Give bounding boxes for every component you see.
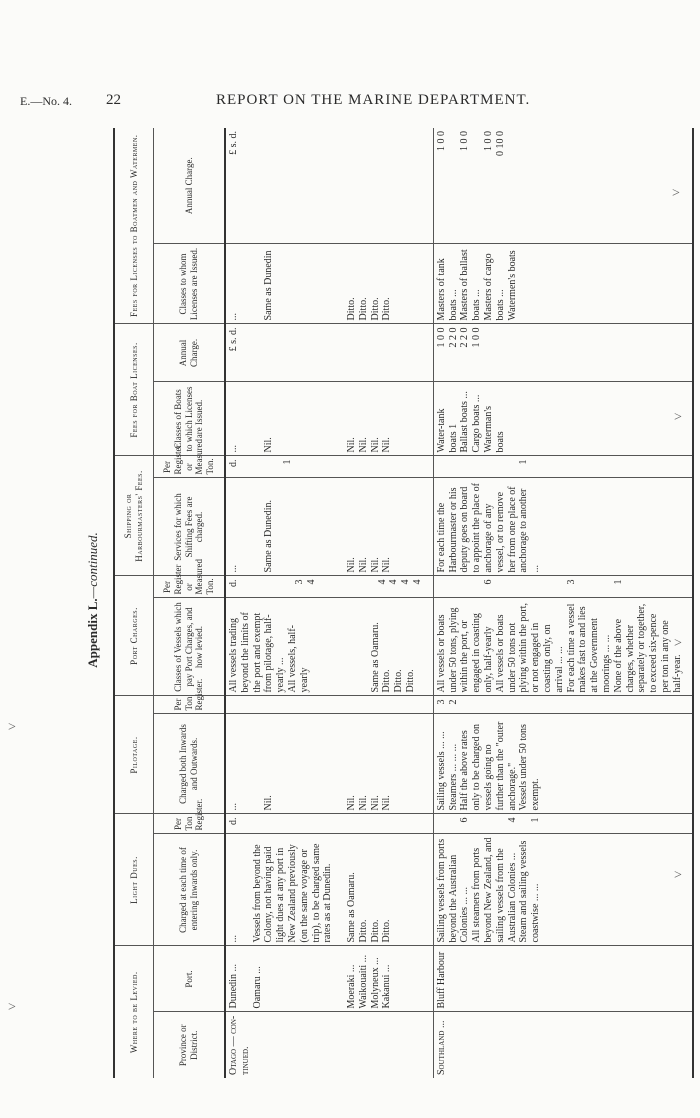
southland-boat-charges: 1 0 0 2 2 0 2 2 0 1 0 0	[435, 327, 483, 348]
province-southland: Southland ...	[435, 1020, 447, 1075]
col-license-classes: Classes to whom Licenses are Issued.	[154, 244, 226, 324]
table-row-otago	[225, 128, 433, 1078]
southland-shifting-rate: 1	[518, 459, 530, 465]
col-shifting-services: Services for which Shifting Fees are charged.	[154, 478, 226, 576]
unit-lsd-boat: £ s. d.	[228, 327, 239, 352]
group-shipping-fees: Shipping or Harbourmasters' Fees.	[114, 456, 154, 576]
col-pilot-per-ton: Per Ton Register.	[154, 696, 226, 714]
col-license-charge: Annual Charge.	[154, 128, 226, 244]
col-light-charged: Charged at each time of entering Inwards only.	[154, 834, 226, 946]
southland-light-rates: 6 4 1	[459, 817, 542, 823]
province-otago: Otago — con-tinued.	[228, 1015, 251, 1075]
table-row-southland	[433, 128, 693, 1078]
col-shifting-rate: Per Register or Measured Ton.	[154, 456, 226, 478]
otago-port-classes: All vessels trading beyond the limits of the port and exempt from pilotage, half-yearly ... All vessels, half-yearly Same as Oamaru. Ditto. Ditto. Ditto.	[228, 612, 416, 693]
col-port-rate: Per Register or Measured Ton.	[154, 576, 226, 598]
margin-mark: ˃	[674, 636, 682, 651]
report-reference: E.—No. 4.	[20, 94, 72, 108]
col-boat-classes: Classes of Boats to which Licenses are Issued.	[154, 382, 226, 456]
group-where: Where to be Levied.	[114, 946, 154, 1078]
rotated-table-wrapper	[113, 128, 683, 1078]
unit-d-shifting: d.	[228, 459, 239, 467]
otago-port-rates: 3 4 4 4 4 4	[293, 579, 423, 585]
page-title: REPORT ON THE MARINE DEPARTMENT.	[216, 92, 531, 108]
otago-pilotage: ... Nil. Nil. Nil. Nil. Nil.	[228, 795, 393, 811]
southland-port-rates: 6 3 1	[482, 579, 624, 585]
otago-shifting-services: ... Same as Dunedin. Nil. Nil. Nil. Nil.	[228, 499, 393, 573]
unit-lsd-license: £ s. d.	[228, 130, 239, 155]
margin-mark: ˃	[8, 720, 16, 735]
southland-pilotage-rates: 3 2	[435, 699, 459, 705]
otago-light-dues: ... Vessels from beyond the Colony, not having paid light dues at any port in New Zealand previously (on the same voyage or trip), to be charged same rates as at Dunedin. Same as Oamaru. Ditto. Ditto. Ditto.	[228, 843, 393, 943]
unit-d-port: d.	[228, 579, 239, 587]
appendix-title: Appendix L.	[85, 598, 100, 668]
southland-license-classes: Masters of tank boats ... Masters of ballast boats ... Masters of cargo boats ... Watermen's boats	[435, 249, 518, 321]
appendix-continued: —continued.	[85, 532, 100, 599]
southland-boat-classes: Water-tank boats 1 Ballast boats ... Cargo boats ... Waterman's boats	[435, 391, 506, 453]
margin-mark: ˃	[674, 410, 682, 425]
col-province: Province or District.	[154, 1012, 226, 1078]
southland-license-charges: 1 0 0 1 0 0 1 0 0 0 10 0	[435, 130, 506, 156]
col-light-per-ton: Per Ton Register.	[154, 814, 226, 834]
southland-light-dues: Sailing vessels from ports beyond the Australian Colonies ... ... All steamers from ports beyond New Zealand, and sailing vessels from the Australian Colonies ... Steam and sailing vessels coastwise ... ...	[435, 837, 542, 943]
southland-shifting-services: For each time the Harbourmaster or his deputy goes on board to appoint the place of anchorage of any vessel, or to remove her from one place of anchorage to another ...	[435, 483, 542, 573]
group-watermen-licenses: Fees for Licenses to Boatmen and Watermen.	[114, 128, 154, 324]
southland-port-classes: All vessels or boats under 50 tons, plying within the port, or engaged in coasting only, half-yearly All vessels or boats under 50 tons not plying within the port, or not engaged in coasting only, on arrival ... ... For each time a vessel makes fast to and lies at the Government moorings ... ... None of the above charges, whether separately or together, to exceed six-pence per ton in any one half-year.	[435, 603, 683, 693]
otago-license-classes: ... Same as Dunedin Ditto. Ditto. Ditto. Ditto.	[228, 250, 393, 321]
col-port: Port.	[154, 946, 226, 1012]
otago-ports: Dunedin ... Oamaru ... Moeraki ... Waikouaiti ... Molyneux ... Kakanui ...	[228, 954, 393, 1009]
margin-mark: ˃	[674, 868, 682, 883]
col-boat-charge: Annual Charge.	[154, 324, 226, 382]
group-boat-licenses: Fees for Boat Licenses.	[114, 324, 154, 456]
unit-d-light: d.	[228, 817, 239, 825]
group-light-dues: Light Dues.	[114, 814, 154, 946]
page-number: 22	[106, 92, 121, 108]
margin-mark: ˃	[8, 1000, 16, 1015]
southland-pilotage: Sailing vessels ... ... Steamers ... ... ... Half the above rates only to be charged on vessels going no further than the "outer anchorage." Vessels under 50 tons exempt.	[435, 721, 542, 811]
otago-boat-classes: ... Nil. Nil. Nil. Nil. Nil.	[228, 437, 393, 453]
otago-shifting-rate: 1	[282, 459, 294, 465]
marine-charges-table	[113, 128, 694, 1078]
group-port-charges: Port Charges.	[114, 576, 154, 696]
col-port-classes: Classes of Vessels which pay Port Charges, and how levied.	[154, 598, 226, 696]
page-header	[20, 94, 680, 116]
southland-port: Bluff Harbour	[435, 951, 447, 1009]
margin-mark: ˃	[672, 186, 680, 201]
col-pilot-charged: Charged both Inwards and Outwards.	[154, 714, 226, 814]
group-pilotage: Pilotage.	[114, 696, 154, 814]
